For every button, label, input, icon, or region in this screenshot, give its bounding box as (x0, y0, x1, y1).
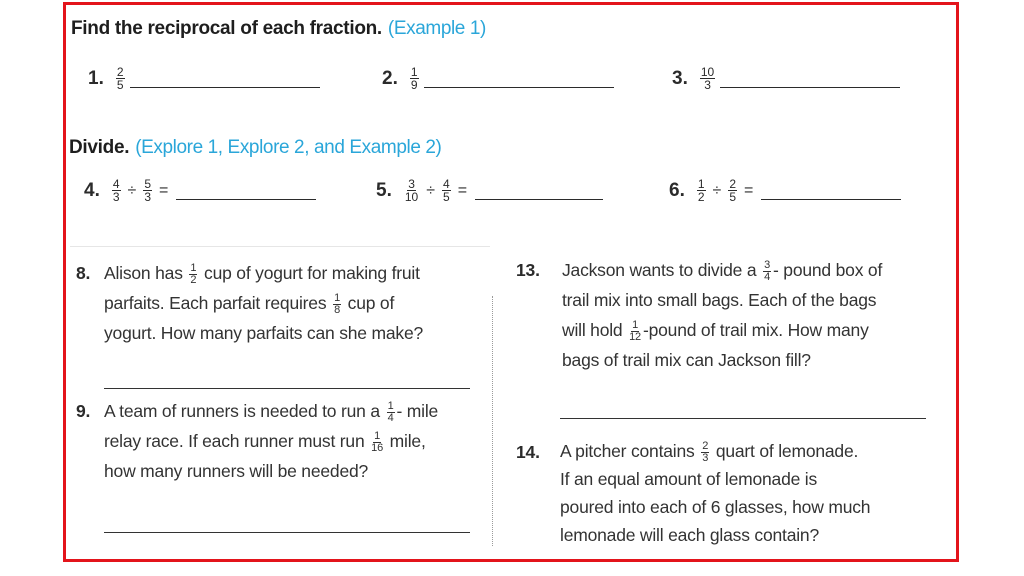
answer-blank-5[interactable] (475, 181, 603, 200)
answer-line-8[interactable] (104, 388, 470, 389)
fraction: $\frac{1}{2}$ (190, 261, 197, 286)
section-divide-heading (69, 137, 441, 159)
answer-line-9[interactable] (104, 532, 470, 533)
fraction: $\frac{1}{16}$ (371, 429, 383, 454)
problem-number: 8. (76, 263, 91, 283)
answer-blank-2[interactable] (424, 69, 614, 88)
fraction: $\frac{10}{3}$ (700, 65, 715, 92)
word-problem-13: 13. Jackson wants to divide a $\frac{3}{4}$ - pound box of trail mix into small bags. Each of the bags will hold $\frac{1}{12}$ -pound of trail mix. How many bags of trail mix can Jackson fill? (516, 255, 936, 375)
section-reference: (Explore 1, Explore 2, and Example 2) (135, 137, 442, 158)
fraction: $\frac{5}{3}$ (144, 177, 152, 204)
problem-number: 6. (669, 179, 685, 201)
section-reference: (Example 1) (387, 18, 486, 39)
problem-1 (88, 66, 320, 91)
problem-5 (376, 178, 603, 203)
column-divider (492, 296, 493, 546)
problem-number: 3. (672, 67, 688, 89)
equals-sign: = (457, 181, 468, 199)
answer-blank-4[interactable] (176, 181, 316, 200)
problem-number: 14. (516, 442, 540, 462)
section-title: Find the reciprocal of each fraction. (71, 18, 382, 39)
answer-blank-3[interactable] (720, 69, 900, 88)
word-problem-8: 8. Alison has $\frac{1}{2}$ cup of yogurt for making fruit parfaits. Each parfait requires $\frac{1}{8}$ cup of yogurt. How many parfaits can she make? (76, 258, 486, 348)
problem-number: 13. (516, 260, 540, 280)
answer-line-13[interactable] (560, 418, 926, 419)
problem-number: 1. (88, 67, 104, 89)
problem-number: 5. (376, 179, 392, 201)
divide-sign: ÷ (426, 181, 435, 199)
equals-sign: = (159, 181, 169, 199)
problem-number: 2. (382, 67, 398, 89)
fraction: $\frac{1}{9}$ (410, 65, 418, 92)
fraction: $\frac{1}{2}$ (697, 177, 705, 204)
section-title: Divide. (69, 137, 130, 158)
section-divider (70, 246, 490, 247)
answer-blank-1[interactable] (130, 69, 320, 88)
problem-number: 9. (76, 401, 91, 421)
answer-blank-6[interactable] (761, 181, 901, 200)
problem-6 (669, 178, 901, 203)
word-problem-9: 9. A team of runners is needed to run a $\frac{1}{4}$ - mile relay race. If each runner must run $\frac{1}{16}$ mile, how many runners will be needed? (76, 396, 486, 486)
problem-2 (382, 66, 614, 91)
fraction: $\frac{2}{5}$ (729, 177, 737, 204)
fraction: $\frac{2}{3}$ (702, 439, 709, 464)
fraction: $\frac{1}{8}$ (334, 291, 340, 316)
problem-number: 4. (84, 179, 100, 201)
fraction: $\frac{4}{5}$ (443, 177, 450, 204)
section-reciprocal-heading (71, 18, 486, 40)
problem-3 (672, 66, 900, 91)
problem-4 (84, 178, 316, 203)
equals-sign: = (744, 181, 754, 199)
fraction: $\frac{1}{4}$ (387, 399, 394, 424)
fraction: $\frac{3}{10}$ (404, 177, 419, 204)
divide-sign: ÷ (712, 181, 722, 199)
fraction: $\frac{1}{12}$ (629, 318, 641, 343)
fraction: $\frac{2}{5}$ (116, 65, 124, 92)
fraction: $\frac{4}{3}$ (112, 177, 120, 204)
word-problem-14: 14. A pitcher contains $\frac{2}{3}$ quart of lemonade. If an equal amount of lemonade is poured into each of 6 glasses, how much lemonade will each glass contain? (516, 437, 936, 549)
fraction: $\frac{3}{4}$ (764, 258, 771, 283)
divide-sign: ÷ (127, 181, 137, 199)
